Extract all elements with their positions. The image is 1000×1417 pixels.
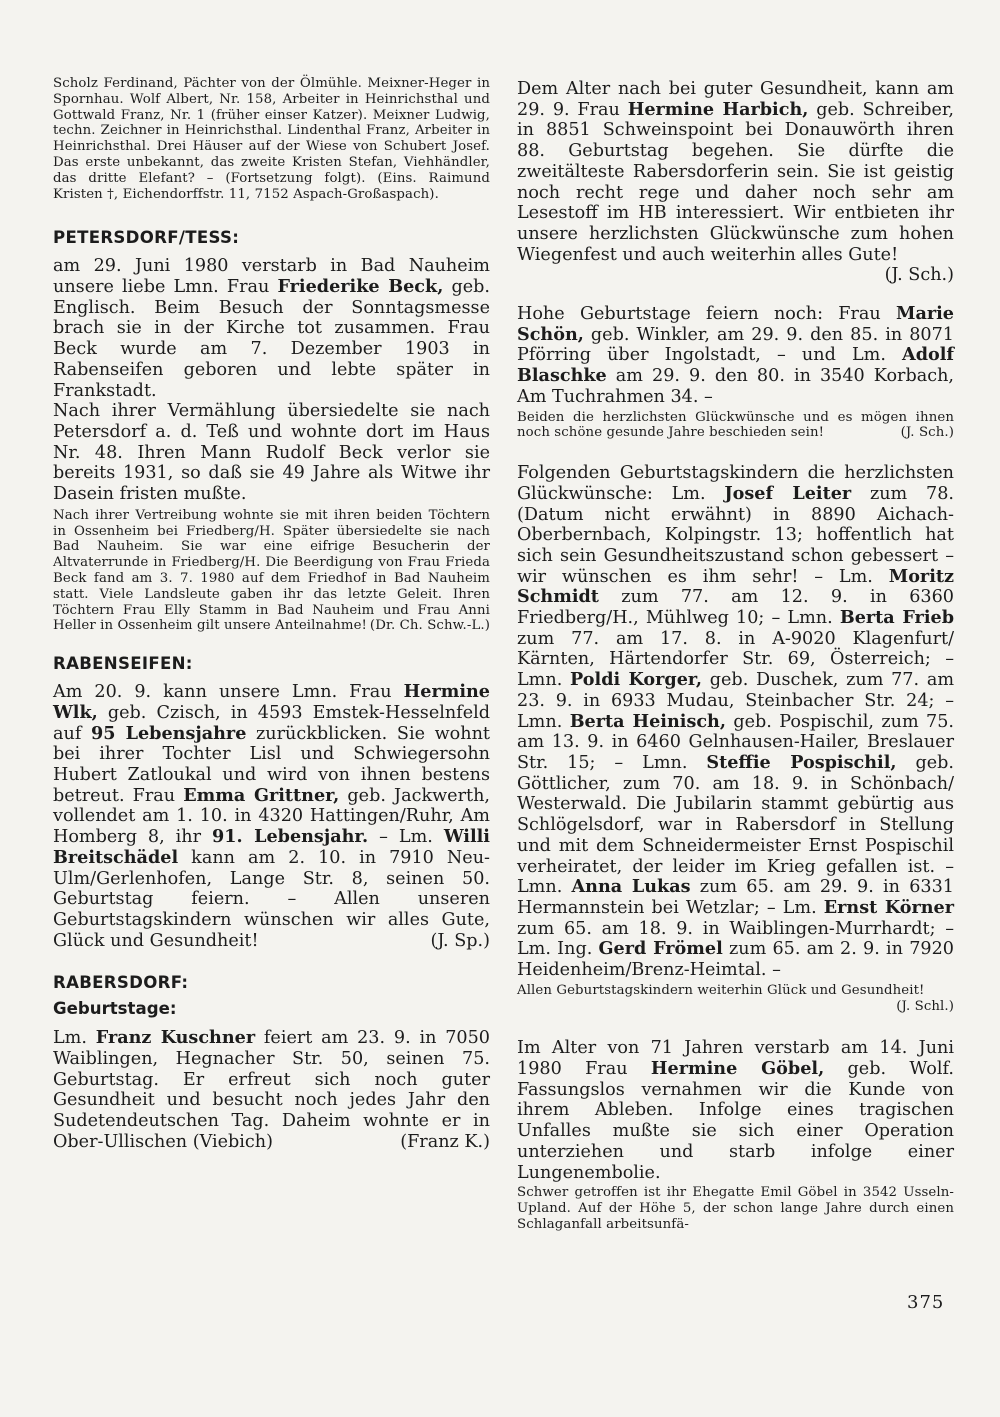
rabersdorf-paragraph: Lm. Franz Kuschner feiert am 23. 9. in 7050 Waiblingen, Hegnacher Str. 50, seinen 75. Geburtstag. Er erfreut sich noch guter Gesundheit und besucht noch jedes Jahr den Sudetendeutschen Tag. Daheim wohnte er in Ober-Ullischen (Viebich) (Franz K.) (53, 1027, 490, 1152)
petersdorf-signature: (Dr. Ch. Schw.-L.) (369, 618, 490, 634)
harbich-signature: (J. Sch.) (884, 265, 954, 286)
goebel-small-paragraph: Schwer getroffen ist ihr Ehegatte Emil Göbel in 3542 Usseln-Upland. Auf der Höhe 5, der schon lange Jahre durch einen Schlaganfall arbeitsunfä- (517, 1185, 954, 1232)
highlight: 95 Lebensjahre (90, 722, 247, 744)
page-number: 375 (907, 1292, 945, 1313)
goebel-block (517, 1038, 954, 1232)
hohe-geburtstage-paragraph: Hohe Geburtstage feiern noch: Frau Marie Schön, geb. Winkler, am 29. 9. den 85. in 8071 Pförring über Ingolstadt, – und Lm. Adolf Blaschke am 29. 9. den 80. in 3540 Korbach, Am Tuchrahmen 34. – (517, 303, 954, 407)
geburtstagskinder-signature: (J. Schl.) (896, 998, 954, 1014)
petersdorf-paragraph-3: Nach ihrer Vertreibung wohnte sie mit ihren beiden Töchtern in Ossenheim bei Friedberg/H. Später übersiedelte sie nach Bad Nauheim. Sie war eine eifrige Besucherin der Altvaterrunde in Friedberg/H. Die Beerdigung von Frau Frieda Beck fand am 3. 7. 1980 auf dem Friedhof in Bad Nauheim statt. Viele Landsleute gaben ihr das letzte Geleit. Ihren Töchtern Frau Elly Stamm in Bad Nauheim und Frau Anni Heller in Ossenheim gilt unsere Anteilnahme! (Dr. Ch. Schw.-L.) (53, 507, 490, 634)
petersdorf-paragraph-1: am 29. Juni 1980 verstarb in Bad Nauheim unsere liebe Lmn. Frau Friederike Beck, geb. Englisch. Beim Besuch der Sonntagsmesse brach sie in der Kirche tot zusammen. Frau Beck wurde am 7. Dezember 1903 in Rabenseifen geboren und lebte später in Frankstadt. (53, 256, 490, 401)
person-name: Anna Lukas (571, 876, 691, 898)
left-column (53, 76, 490, 1153)
person-name: Adolf Blaschke (517, 344, 954, 387)
rabersdorf-section (53, 973, 490, 1152)
rabenseifen-signature: (J. Sp.) (430, 930, 490, 951)
goebel-paragraph: Im Alter von 71 Jahren verstarb am 14. Juni 1980 Frau Hermine Göbel, geb. Wolf. Fassungslos vernahmen wir die Kunde von ihrem Ableben. Infolge eines tragischen Unfalles mußte sie sich einer Operation unterziehen und starb infolge einer Lungenembolie. (517, 1038, 954, 1183)
hohe-geburtstage-block (517, 304, 954, 441)
person-name: Emma Grittner, (183, 784, 340, 806)
rabersdorf-heading: RABERSDORF: (53, 973, 189, 993)
rabersdorf-signature: (Franz K.) (400, 1131, 490, 1152)
person-name: Gerd Frömel (598, 938, 723, 960)
right-column (517, 79, 954, 1233)
petersdorf-heading: PETERSDORF/TESS: (53, 228, 240, 248)
person-name: Friederike Beck, (277, 276, 444, 298)
person-name: Josef Leiter (724, 482, 852, 504)
geburtstagskinder-block (517, 463, 954, 1014)
person-name: Hermine Göbel, (650, 1058, 825, 1080)
person-name: Moritz Schmidt (517, 565, 954, 608)
person-name: Steffie Pospischil, (706, 751, 897, 773)
person-name: Hermine Wlk, (53, 681, 490, 723)
person-name: Marie Schön, (517, 303, 954, 345)
person-name: Willi Breitschädel (53, 826, 490, 868)
rabenseifen-heading: RABENSEIFEN: (53, 654, 193, 674)
intro-paragraph: Scholz Ferdinand, Pächter von der Ölmühle. Meixner-Heger in Spornhau. Wolf Albert, Nr. 158, Arbeiter in Heinrichsthal und Gottwald Franz, Nr. 1 (früher einser Katzer). Meixner Ludwig, techn. Zeichner in Heinrichsthal. Lindenthal Franz, Arbeiter in Heinrichsthal. Drei Häuser auf der Wiese von Schubert Josef. Das erste unbekannt, das zweite Kristen Stefan, Viehhändler, das dritte Elefant? – (Fortsetzung folgt). (Eins. Raimund Kristen †, Eichendorffstr. 11, 7152 Aspach-Großaspach). (53, 76, 490, 202)
petersdorf-section (53, 228, 490, 634)
person-name: Ernst Körner (823, 896, 955, 918)
rabenseifen-section (53, 654, 490, 951)
harbich-paragraph: Dem Alter nach bei guter Gesundheit, kann am 29. 9. Frau Hermine Harbich, geb. Schreiber, in 8851 Schweinspoint bei Donauwörth ihren 88. Geburtstag begehen. Sie dürfte die zweitälteste Rabersdorferin sein. Sie ist geistig noch recht rege und daher noch sehr am Lesestoff im HB interessiert. Wir entbieten ihr unsere herzlichsten Glückwünsche zum hohen Wiegenfest und auch weiterhin alles Gute! (J. Sch.) (517, 79, 955, 286)
rabersdorf-subheading: Geburtstage: (53, 999, 177, 1019)
hohe-geburtstage-wishes: Beiden die herzlichsten Glückwünsche und es mögen ihnen noch schöne gesunde Jahre beschieden sein! (J. Sch.) (517, 409, 954, 441)
person-name: Berta Frieb (839, 607, 955, 629)
hohe-geburtstage-signature: (J. Sch.) (900, 425, 954, 441)
person-name: Poldi Korger, (570, 669, 703, 691)
person-name: Franz Kuschner (95, 1027, 256, 1049)
geburtstagskinder-paragraph: Folgenden Geburtstagskindern die herzlichsten Glückwünsche: Lm. Josef Leiter zum 78. (Datum nicht erwähnt) in 8890 Aichach-Oberbernbach, Kolpingstr. 13; hoffentlich hat sich sein Gesundheitszustand schon gebessert – wir wünschen es ihm sehr! – Lm. Moritz Schmidt zum 77. am 12. 9. in 6360 Friedberg/H., Mühlweg 10; – Lmn. Berta Frieb zum 77. am 17. 8. in A-9020 Klagenfurt/ Kärnten, Härtendorfer Str. 69, Österreich; – Lmn. Poldi Korger, geb. Duschek, zum 77. am 23. 9. in 6933 Mudau, Steinbacher Str. 24; – Lmn. Berta Heinisch, geb. Pospischil, zum 75. am 13. 9. in 6460 Gelnhausen-Hailer, Breslauer Str. 15; – Lmn. Steffie Pospischil, geb. Göttlicher, zum 70. am 18. 9. in Schönbach/ Westerwald. Die Jubilarin stammt gebürtig aus Schlögelsdorf, war in Rabersdorf in Stellung und mit dem Schneidermeister Ernst Pospischil verheiratet, der leider im Krieg gefallen ist. – Lmn. Anna Lukas zum 65. am 29. 9. in 6331 Hermannstein bei Wetzlar; – Lm. Ernst Körner zum 65. am 18. 9. in Waiblingen-Murrhardt; – Lm. Ing. Gerd Frömel zum 65. am 2. 9. in 7920 Heidenheim/Brenz-Heimtal. – (517, 463, 955, 981)
geburtstagskinder-wishes: Allen Geburtstagskindern weiterhin Glück und Gesundheit! (J. Schl.) (517, 982, 954, 1014)
rabenseifen-paragraph: Am 20. 9. kann unsere Lmn. Frau Hermine Wlk, geb. Czisch, in 4593 Emstek-Hesselnfeld auf 95 Lebensjahre zurückblicken. Sie wohnt bei ihrer Tochter Lisl und Schwiegersohn Hubert Zatloukal und wird von ihnen bestens betreut. Frau Emma Grittner, geb. Jackwerth, vollendet am 1. 10. in 4320 Hattingen/Ruhr, Am Homberg 8, ihr 91. Lebensjahr. – Lm. Willi Breitschädel kann am 2. 10. in 7910 Neu-Ulm/Gerlenhofen, Lange Str. 8, seinen 50. Geburtstag feiern. – Allen unseren Geburtstagskindern wünschen wir alles Gute, Glück und Gesundheit! (J. Sp.) (53, 681, 490, 951)
person-name: Hermine Harbich, (627, 98, 809, 120)
person-name: Berta Heinisch, (569, 710, 726, 732)
petersdorf-paragraph-2: Nach ihrer Vermählung übersiedelte sie nach Petersdorf a. d. Teß und wohnte dort im Haus Nr. 48. Ihren Mann Rudolf Beck verlor sie bereits 1931, so daß sie 49 Jahre als Witwe ihr Dasein fristen mußte. (53, 401, 490, 505)
highlight: 91. Lebensjahr. (211, 826, 369, 848)
